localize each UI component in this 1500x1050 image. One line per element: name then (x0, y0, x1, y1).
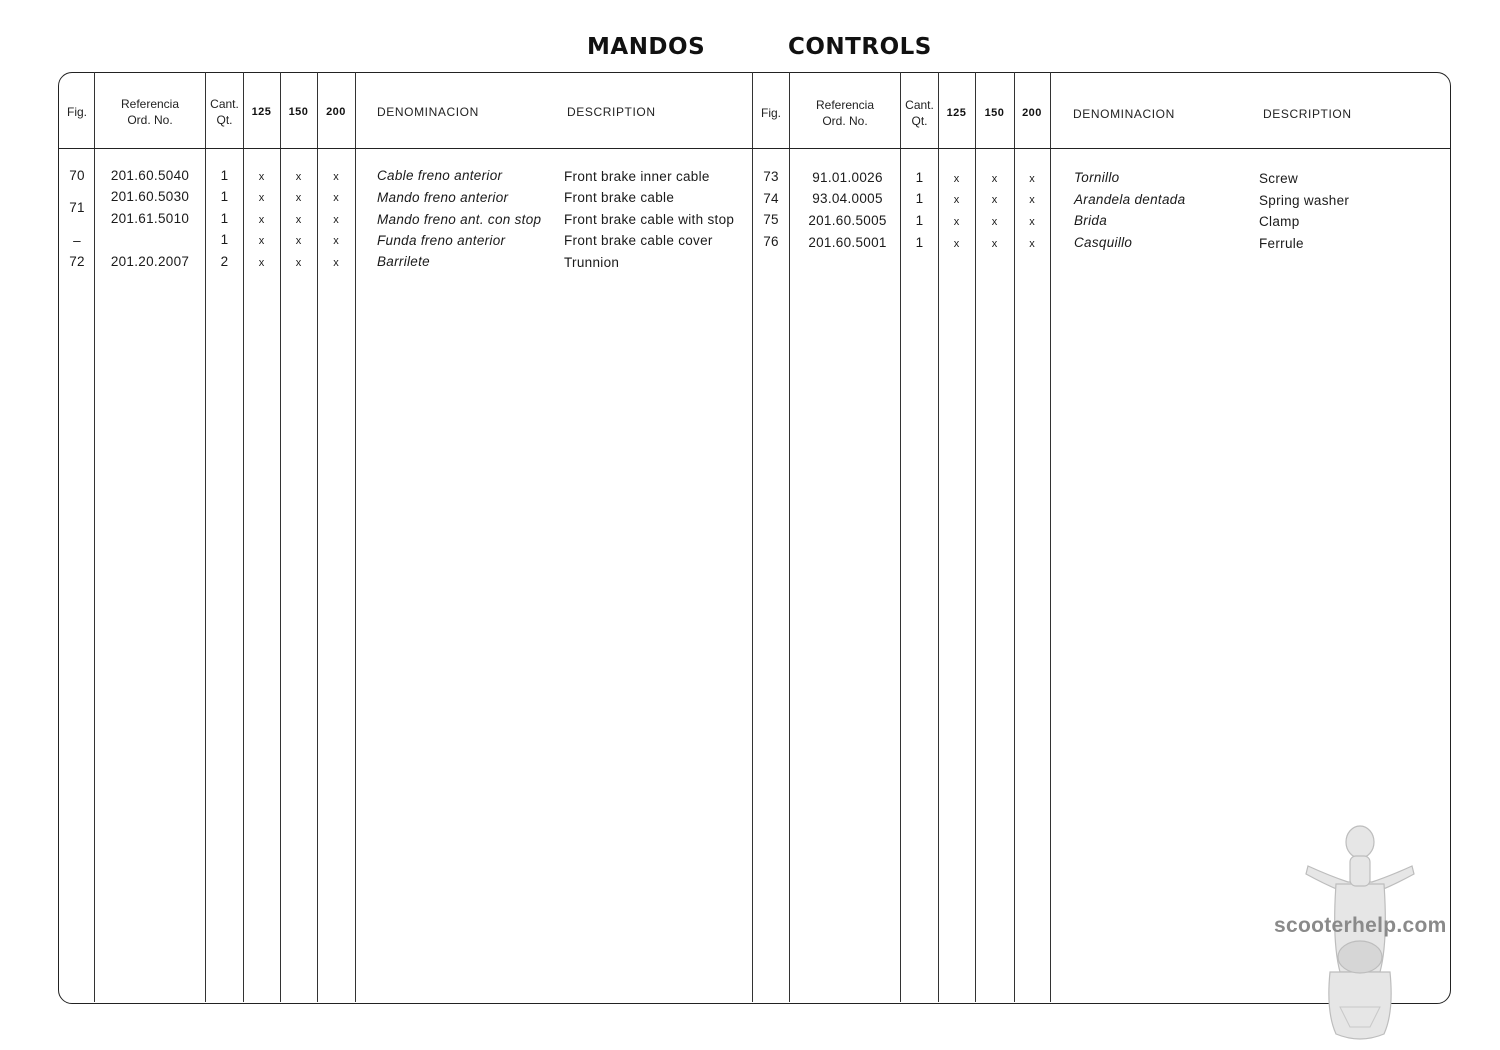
model-200-mark: x (1029, 216, 1035, 228)
model-200-mark: x (333, 192, 339, 204)
fig-number: – (73, 233, 81, 248)
header-fig: Fig. (760, 106, 781, 120)
fig-number: 71 (69, 200, 85, 215)
part-reference: 201.61.5010 (110, 211, 190, 226)
header-quantity (206, 96, 243, 128)
fig-number: 75 (763, 212, 779, 227)
model-125-mark: x (953, 216, 960, 228)
part-reference: 93.04.0005 (812, 191, 883, 206)
fig-number: 74 (763, 191, 779, 206)
header-model-150: 150 (288, 106, 309, 118)
part-description: Front brake cable (564, 190, 675, 205)
fig-number: 76 (763, 234, 779, 249)
model-200-mark: x (1029, 238, 1035, 250)
part-denominacion: Tornillo (1074, 170, 1120, 185)
model-150-mark: x (295, 214, 302, 226)
header-reference (790, 97, 900, 129)
model-150-mark: x (295, 257, 302, 269)
col-divider (1050, 72, 1051, 1002)
part-denominacion: Brida (1074, 213, 1108, 228)
page-title-english: CONTROLS (788, 34, 932, 60)
part-description: Screw (1259, 171, 1299, 186)
model-125-mark: x (953, 173, 960, 185)
model-150-mark: x (991, 173, 998, 185)
model-150-mark: x (991, 216, 998, 228)
col-divider (938, 72, 939, 1002)
part-quantity: 1 (220, 189, 229, 204)
model-200-mark: x (333, 235, 339, 247)
model-150-mark: x (991, 194, 998, 206)
header-model-200: 200 (1022, 107, 1042, 119)
header-quantity-line1: Cant. (905, 98, 934, 112)
part-description: Front brake inner cable (564, 169, 710, 184)
model-125-mark: x (953, 194, 960, 206)
part-denominacion: Casquillo (1074, 235, 1133, 250)
header-rule (58, 148, 1450, 149)
col-divider (317, 72, 318, 1002)
header-reference-line1: Referencia (815, 98, 875, 112)
header-quantity-line1: Cant. (210, 97, 239, 111)
part-description: Clamp (1259, 214, 1300, 229)
part-description: Spring washer (1259, 193, 1350, 208)
header-denominacion: DENOMINACION (377, 105, 479, 119)
model-125-mark: x (258, 257, 265, 269)
fig-number: 72 (69, 254, 85, 269)
model-125-mark: x (258, 192, 265, 204)
part-description: Ferrule (1259, 236, 1304, 251)
model-125-mark: x (258, 171, 265, 183)
header-quantity-line2: Qt. (911, 114, 928, 128)
part-quantity: 2 (220, 254, 229, 269)
col-divider (1014, 72, 1015, 1002)
col-divider (900, 72, 901, 1002)
part-denominacion: Barrilete (377, 254, 430, 269)
part-denominacion: Mando freno anterior (377, 190, 509, 205)
part-quantity: 1 (220, 168, 229, 183)
watermark-text: scooterhelp.com (1274, 914, 1447, 937)
header-denominacion: DENOMINACION (1073, 107, 1175, 121)
part-reference: 201.60.5040 (110, 168, 190, 183)
part-denominacion: Funda freno anterior (377, 233, 506, 248)
model-200-mark: x (333, 171, 339, 183)
col-divider (355, 72, 356, 1002)
part-quantity: 1 (220, 232, 229, 247)
header-description: DESCRIPTION (567, 105, 656, 119)
model-125-mark: x (258, 235, 265, 247)
col-divider (243, 72, 244, 1002)
model-150-mark: x (991, 238, 998, 250)
header-reference-line1: Referencia (120, 97, 180, 111)
part-reference: 201.60.5005 (808, 213, 887, 228)
part-denominacion: Cable freno anterior (377, 168, 503, 183)
header-fig: Fig. (66, 105, 87, 119)
fig-number: 70 (69, 168, 85, 183)
part-quantity: 1 (220, 211, 229, 226)
fig-number: 73 (763, 169, 779, 184)
part-reference: 201.60.5030 (110, 189, 190, 204)
model-150-mark: x (295, 171, 302, 183)
model-125-mark: x (258, 214, 265, 226)
part-quantity: 1 (915, 235, 924, 250)
part-description: Front brake cable cover (564, 233, 713, 248)
col-divider (789, 72, 790, 1002)
part-description: Trunnion (564, 255, 620, 270)
page-title-spanish: MANDOS (587, 34, 706, 60)
col-divider (280, 72, 281, 1002)
col-divider (975, 72, 976, 1002)
header-description: DESCRIPTION (1263, 107, 1352, 121)
part-description: Front brake cable with stop (564, 212, 735, 227)
header-quantity (901, 97, 938, 129)
part-reference: 91.01.0026 (812, 170, 883, 185)
header-model-150: 150 (984, 107, 1005, 119)
model-200-mark: x (1029, 173, 1035, 185)
model-200-mark: x (1029, 194, 1035, 206)
part-reference: 201.20.2007 (110, 254, 190, 269)
model-150-mark: x (295, 235, 302, 247)
model-200-mark: x (333, 214, 339, 226)
model-150-mark: x (295, 192, 302, 204)
part-reference: 201.60.5001 (808, 235, 887, 250)
model-200-mark: x (333, 257, 339, 269)
part-quantity: 1 (915, 191, 924, 206)
header-model-200: 200 (326, 106, 346, 118)
header-quantity-line2: Qt. (216, 113, 233, 127)
header-reference-line2: Ord. No. (822, 114, 868, 128)
header-reference-line2: Ord. No. (127, 113, 173, 127)
part-quantity: 1 (915, 213, 924, 228)
header-model-125: 125 (946, 107, 967, 119)
part-quantity: 1 (915, 170, 924, 185)
header-model-125: 125 (251, 106, 272, 118)
model-125-mark: x (953, 238, 960, 250)
part-denominacion: Mando freno ant. con stop (377, 212, 542, 227)
part-denominacion: Arandela dentada (1074, 192, 1186, 207)
header-reference (95, 96, 205, 128)
